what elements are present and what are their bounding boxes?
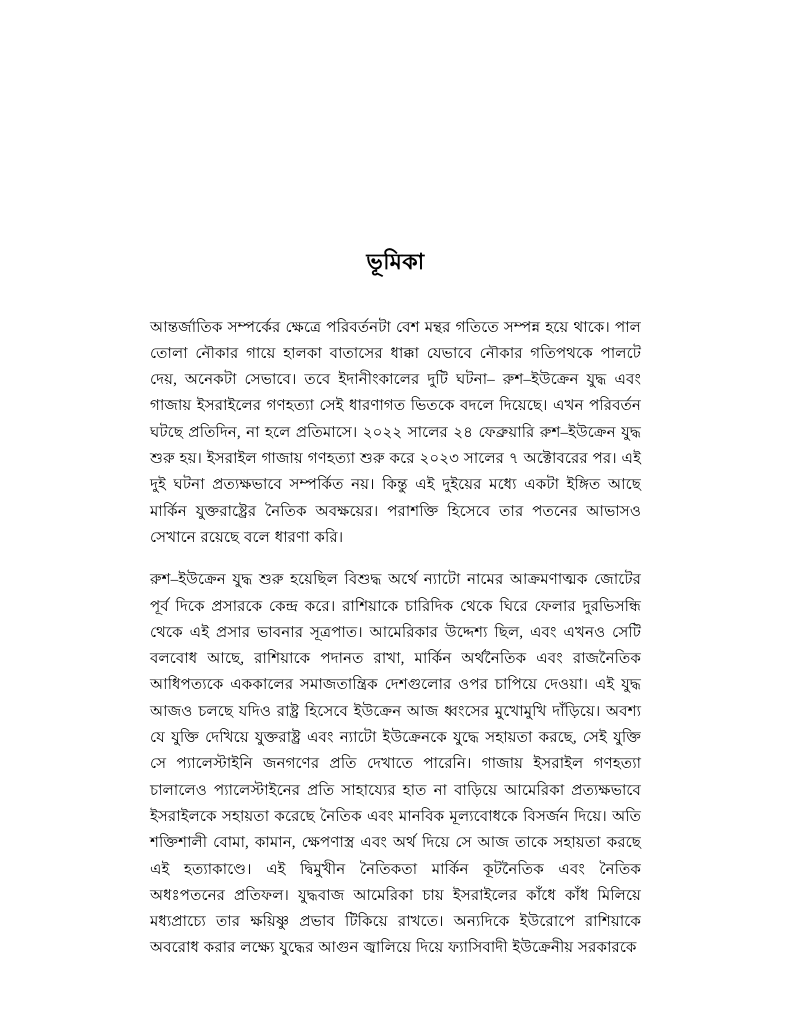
paragraph: রুশ–ইউক্রেন যুদ্ধ শুরু হয়েছিল বিশুদ্ধ অর্থে ন্যাটো নামের আক্রমণাত্মক জোটের পূর্ব দিকে প্রসারকে কেন্দ্র করে। রাশিয়াকে চারিদিক থেকে ঘিরে ফেলার দুরভিসন্ধি থেকে এই প্রসার ভাবনার সূত্রপাত। আমেরিকার উদ্দেশ্য ছিল, এবং এখনও সেটি বলবোধ আছে, রাশিয়াকে পদানত রাখা, মার্কিন অর্থনৈতিক এবং রাজনৈতিক আধিপত্যকে এককালের সমাজতান্ত্রিক দেশগুলোর ওপর চাপিয়ে দেওয়া। এই যুদ্ধ আজও চলছে যদিও রাষ্ট্র হিসেবে ইউক্রেন আজ ধ্বংসের মুখোমুখি দাঁড়িয়ে। অবশ্য যে যুক্তি দেখিয়ে যুক্তরাষ্ট্র এবং ন্যাটো ইউক্রেনকে যুদ্ধে সহায়তা করছে, সেই যুক্তি সে প্যালেস্টাইনি জনগণের প্রতি দেখাতে পারেনি। গাজায় ইসরাইল গণহত্যা চালালেও প্যালেস্টাইনের প্রতি সাহায্যের হাত না বাড়িয়ে আমেরিকা প্রত্যক্ষভাবে ইসরাইলকে সহায়তা করেছে নৈতিক এবং মানবিক মূল্যবোধকে বিসর্জন দিয়ে। অতি শক্তিশালী বোমা, কামান, ক্ষেপণাস্ত্র এবং অর্থ দিয়ে সে আজ তাকে সহায়তা করছে এই হত্যাকাণ্ডে। এই দ্বিমুখীন নৈতিকতা মার্কিন কূটনৈতিক এবং নৈতিক অধঃপতনের প্রতিফল। যুদ্ধবাজ আমেরিকা চায় ইসরাইলের কাঁধে কাঁধ মিলিয়ে মধ্যপ্রাচ্যে তার ক্ষয়িষ্ণু প্রভাব টিকিয়ে রাখতে। অন্যদিকে ইউরোপে রাশিয়াকে অবরোধ করার লক্ষ্যে যুদ্ধের আগুন জ্বালিয়ে দিয়ে ফ্যাসিবাদী ইউক্রেনীয় সরকারকে	[150, 571, 641, 957]
paragraph: আন্তর্জাতিক সম্পর্কের ক্ষেত্রে পরিবর্তনটা বেশ মন্থর গতিতে সম্পন্ন হয়ে থাকে। পাল তোলা নৌকার গায়ে হালকা বাতাসের ধাক্কা যেভাবে নৌকার গতিপথকে পালটে দেয়, অনেকটা সেভাবে। তবে ইদানীংকালের দুটি ঘটনা– রুশ–ইউক্রেন যুদ্ধ এবং গাজায় ইসরাইলের গণহত্যা সেই ধারণাগত ভিতকে বদলে দিয়েছে। এখন পরিবর্তন ঘটছে প্রতিদিন, না হলে প্রতিমাসে। ২০২২ সালের ২৪ ফেব্রুয়ারি রুশ–ইউক্রেন যুদ্ধ শুরু হয়। ইসরাইল গাজায় গণহত্যা শুরু করে ২০২৩ সালের ৭ অক্টোবরের পর। এই দুই ঘটনা প্রত্যক্ষভাবে সম্পর্কিত নয়। কিন্তু এই দুইয়ের মধ্যে একটা ইঙ্গিত আছে মার্কিন যুক্তরাষ্ট্রের নৈতিক অবক্ষয়ের। পরাশক্তি হিসেবে তার পতনের আভাসও সেখানে রয়েছে বলে ধারণা করি।	[150, 318, 641, 546]
page-title: ভূমিকা	[366, 249, 425, 274]
body-copy	[150, 315, 641, 962]
